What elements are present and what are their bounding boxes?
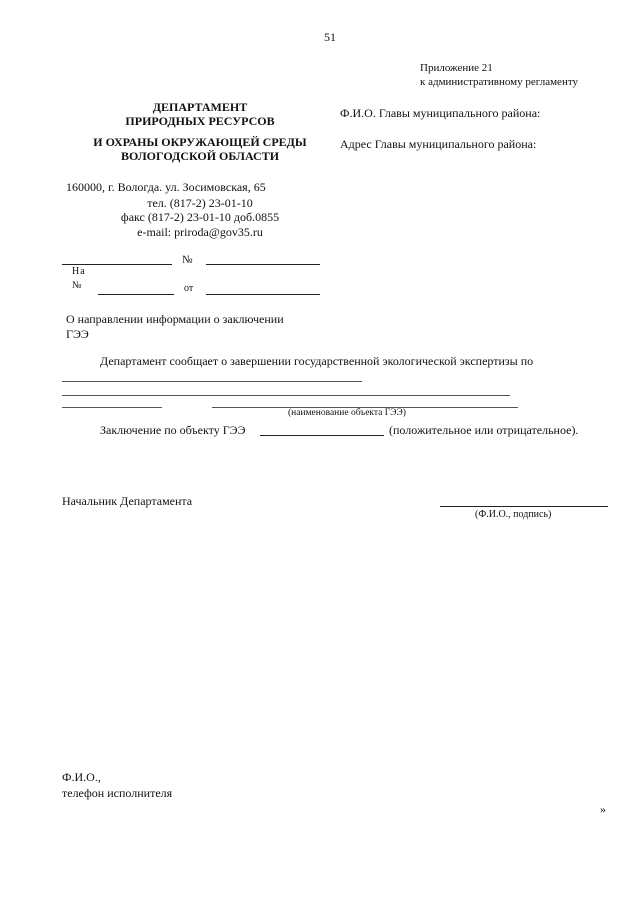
- signatory-position: Начальник Департамента: [62, 494, 193, 508]
- appendix-line-1: Приложение 21: [420, 62, 493, 74]
- outgoing-number-line: [206, 264, 320, 265]
- org-name-line-1: ДЕПАРТАМЕНТ: [152, 100, 248, 114]
- blank-line-1: [62, 381, 362, 382]
- closing-mark: »: [600, 802, 606, 816]
- executor-phone: телефон исполнителя: [62, 786, 173, 800]
- reply-number-sign: №: [72, 280, 82, 291]
- reply-date-line: [206, 294, 320, 295]
- conclusion-prefix: Заключение по объекту ГЭЭ: [100, 423, 246, 437]
- recipient-name-label: Ф.И.О. Главы муниципального района:: [340, 106, 541, 120]
- object-name-caption: (наименование объекта ГЭЭ): [288, 408, 406, 418]
- org-phone: тел. (817-2) 23-01-10: [147, 196, 253, 210]
- blank-line-2: [62, 395, 510, 396]
- org-email: e-mail: priroda@gov35.ru: [137, 225, 263, 239]
- conclusion-blank-line: [260, 435, 384, 436]
- conclusion-suffix: (положительное или отрицательное).: [389, 423, 579, 437]
- org-fax: факс (817-2) 23-01-10 доб.0855: [120, 210, 280, 224]
- signature-line: [440, 506, 608, 507]
- org-name-line-2: ПРИРОДНЫХ РЕСУРСОВ: [125, 114, 275, 128]
- subject-line-2: ГЭЭ: [66, 327, 89, 341]
- executor-name: Ф.И.О.,: [62, 770, 101, 784]
- reply-number-line: [98, 294, 174, 295]
- recipient-address-label: Адрес Главы муниципального района:: [340, 137, 537, 151]
- body-paragraph: Департамент сообщает о завершении государственной экологической экспертизы по: [100, 354, 534, 368]
- org-name-line-4: ВОЛОГОДСКОЙ ОБЛАСТИ: [120, 149, 280, 163]
- org-name-line-3: И ОХРАНЫ ОКРУЖАЮЩЕЙ СРЕДЫ: [93, 135, 307, 149]
- page-number: 51: [324, 30, 336, 44]
- blank-line-3a: [62, 407, 162, 408]
- reply-to-label: На: [72, 266, 86, 277]
- reply-from-label: от: [184, 283, 194, 294]
- subject-line-1: О направлении информации о заключении: [66, 312, 284, 326]
- number-sign: №: [182, 254, 193, 266]
- signature-caption: (Ф.И.О., подпись): [475, 509, 552, 520]
- outgoing-date-line: [62, 264, 172, 265]
- appendix-line-2: к административному регламенту: [420, 76, 578, 88]
- org-address: 160000, г. Вологда. ул. Зосимовская, 65: [66, 180, 266, 194]
